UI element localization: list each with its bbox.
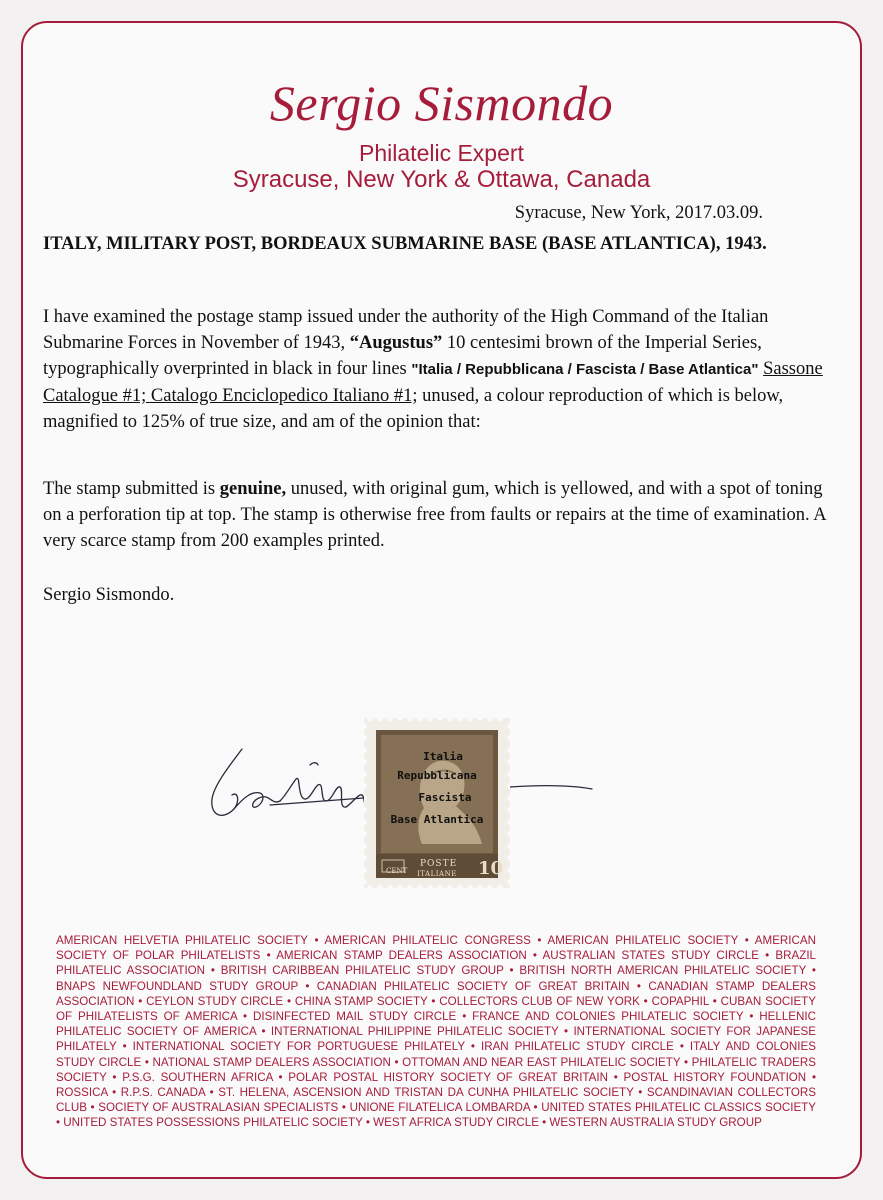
expert-locations: Syracuse, New York & Ottawa, Canada: [232, 166, 651, 193]
stamp-poste-label: POSTE: [420, 859, 458, 869]
stamp-image: [364, 718, 510, 888]
stamp-value: 10: [478, 858, 504, 879]
certificate-heading: ITALY, MILITARY POST, BORDEAUX SUBMARINE BASE (BASE ATLANTICA), 1943.: [43, 234, 767, 254]
stamp-overprint-line-4: Base Atlantica: [390, 813, 484, 826]
catalogue-reference: Sassone Catalogue #1; Catalogo Enciclopedico Italiano #1;: [43, 359, 823, 406]
examination-paragraph: [43, 304, 843, 435]
stamp-overprint-line-3: Fascista: [418, 791, 472, 804]
expert-name: Sergio Sismondo: [269, 75, 614, 131]
opinion-start: The stamp submitted is: [43, 479, 220, 499]
opinion-paragraph: [43, 476, 843, 554]
overprint-text: "Italia / Repubblicana / Fascista / Base Atlantica": [411, 361, 759, 378]
stamp-overprint-line-1: Italia: [423, 750, 463, 763]
stamp-name: “Augustus”: [349, 333, 443, 353]
exam-ending: unused, a colour reproduction of which is below, magnified to 125% of true size, and am of the opinion that:: [43, 386, 784, 432]
opinion-end: unused, with original gum, which is yellowed, and with a spot of toning on a perforation tip at top. The stamp is otherwise free from faults or repairs at the time of examination. A very scarce stamp from 200 examples printed.: [43, 479, 826, 551]
stamp-cent-label: CENT: [386, 867, 408, 875]
exam-intro: I have examined the postage stamp issued under the authority of the High Command of the Italian Submarine Forces in November of 1943,: [43, 307, 769, 353]
signoff-name: Sergio Sismondo.: [43, 585, 175, 605]
stamp-italiane-label: ITALIANE: [417, 870, 457, 878]
society-memberships: AMERICAN HELVETIA PHILATELIC SOCIETY • AMERICAN PHILATELIC CONGRESS • AMERICAN PHILATELIC SOCIETY • AMERICAN SOCIETY OF POLAR PHILATELISTS • AMERICAN STAMP DEALERS ASSOCIATION • AUSTRALIAN STATES STUDY CIRCLE • BRAZIL PHILATELIC ASSOCIATION • BRITISH CARIBBEAN PHILATELIC STUDY GROUP • BRITISH NORTH AMERICAN PHILATELIC SOCIETY • BNAPS NEWFOUNDLAND STUDY GROUP • CANADIAN PHILATELIC SOCIETY OF GREAT BRITAIN • CANADIAN STAMP DEALERS ASSOCIATION • CEYLON STUDY CIRCLE • CHINA STAMP SOCIETY • COLLECTORS CLUB OF NEW YORK • COPAPHIL • CUBAN SOCIETY OF PHILATELISTS OF AMERICA • DISINFECTED MAIL STUDY CIRCLE • FRANCE AND COLONIES PHILATELIC SOCIETY • HELLENIC PHILATELIC SOCIETY OF AMERICA • INTERNATIONAL PHILIPPINE PHILATELIC SOCIETY • INTERNATIONAL SOCIETY FOR JAPANESE PHILATELY • INTERNATIONAL SOCIETY FOR PORTUGUESE PHILATELY • IRAN PHILATELIC STUDY CIRCLE • ITALY AND COLONIES STUDY CIRCLE • NATIONAL STAMP DEALERS ASSOCIATION • OTTOMAN AND NEAR EAST PHILATELIC SOCIETY • PHILATELIC TRADERS SOCIETY • P.S.G. SOUTHERN AFRICA • POLAR POSTAL HISTORY SOCIETY OF GREAT BRITAIN • POSTAL HISTORY FOUNDATION • ROSSICA • R.P.S. CANADA • ST. HELENA, ASCENSION AND TRISTAN DA CUNHA PHILATELIC SOCIETY • SCANDINAVIAN COLLECTORS CLUB • SOCIETY OF AUSTRALASIAN SPECIALISTS • UNIONE FILATELICA LOMBARDA • UNITED STATES PHILATELIC CLASSICS SOCIETY • UNITED STATES POSSESSIONS PHILATELIC SOCIETY • WEST AFRICA STUDY CIRCLE • WESTERN AUSTRALIA STUDY GROUP: [56, 934, 816, 1130]
stamp-overprint-line-2: Repubblicana: [397, 769, 477, 782]
certificate-dateline: Syracuse, New York, 2017.03.09.: [514, 203, 763, 223]
exam-description: 10 centesimi brown of the Imperial Series, typographically overprinted in black in four lines: [43, 333, 762, 379]
expert-title: Philatelic Expert: [359, 140, 524, 166]
genuine-verdict: genuine,: [219, 479, 287, 499]
